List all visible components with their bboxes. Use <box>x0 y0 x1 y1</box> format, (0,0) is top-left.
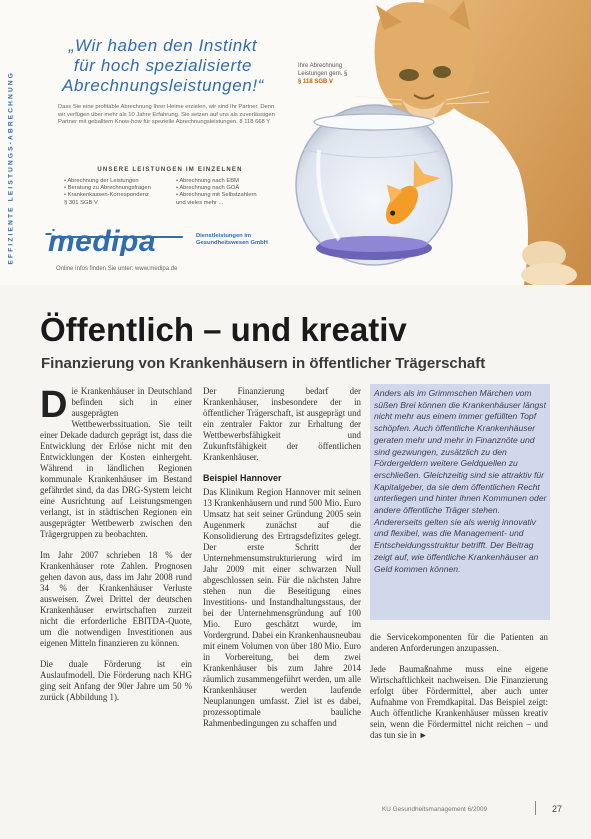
paragraph: ie Krankenhäuser in Deutschland befinden sich in einer ausgeprägten Wettbewerbssituation. Sie teilt einer Dekade dadurch geprägt ist, dass die Entwicklung der Erlöse nicht mit den Entwicklungen der Kosten einhergeht. Während in ländlichen Regionen kommunale Krankenhäuser im Bestand gefährdet sind, da das DRG-System leicht eine Ausrichtung auf Leistungsmengen verlangt, ist in städtischen Regionen ein ausgeprägter Wettbewerb zwischen den Trägergruppen zu beobachten. <box>40 386 192 539</box>
photo-caption-highlight: § 118 SGB V <box>298 79 334 85</box>
list-item: • Beratung zu Abrechnungsfragen <box>64 185 151 192</box>
medipa-logo <box>40 224 190 256</box>
ad-slogan-line: für hoch spezialisierte <box>73 56 253 75</box>
ad-side-text: EFFIZIENTE LEISTUNGS-ABRECHNUNG <box>7 70 15 265</box>
footer-journal: KU Gesundheitsmanagement 6/2009 <box>382 806 488 813</box>
article-column-1 <box>40 386 192 713</box>
paragraph: Jede Baumaßnahme muss eine eigene Wirtschaftlichkeit nachweisen. Die Finanzierung erfolgt über Fördermittel, aber auch unter Aufnahme von Fremdkapital. Das Beispiel zeigt: Auch öffentliche Krankenhäuser müssen kreativ sein, wenn die Fördermittel nicht reichen – und das tun sie in ► <box>370 664 548 740</box>
logo-wordmark: medipa <box>48 225 157 256</box>
list-item: • Abrechnung nach GOÄ <box>176 185 240 192</box>
logo-tagline: Dienstleistungen im Gesundheitswesen GmbH <box>196 233 268 246</box>
photo-caption-line: Ihre Abrechnung <box>298 63 343 69</box>
teaser-text: Anders als im Grimmschen Märchen vom süßen Brei können die Krankenhäuser längst nicht mehr aus einem immer gefüllten Topf schöpfen. Auch öffentliche Krankenhäuser geraten mehr und mehr in Finanznöte und sind gezwungen, zusätzlich zu den Fördergeldern weitere Geldquellen zu erschließen. Gleichzeitig sind sie attraktiv für Kapitalgeber, da sie dem öffentlichen Recht unterliegen und hinter ihnen Kommunen oder andere öffentliche Träger stehen. Andererseits gelten sie als wenig innovativ und flexibel, was die Management- und Entscheidungsstruktur betrifft. Der Beitrag zeigt auf, wie öffentliche Krankenhäuser an Geld kommen können. <box>374 388 547 574</box>
article-subtitle: Finanzierung von Krankenhäusern in öffentlicher Trägerschaft <box>41 355 486 372</box>
ad-url-line: Online Infos finden Sie unter: www.medipa.de <box>56 266 178 272</box>
photo-caption <box>298 62 368 86</box>
article-title: Öffentlich – und kreativ <box>40 311 407 348</box>
paragraph: Die duale Förderung ist ein Auslaufmodell. Die Förderung nach KHG ging seit Anfang der 90er Jahre um 50 % zurück (Abbildung 1). <box>40 659 192 702</box>
page-number: 27 <box>552 804 563 814</box>
ad-body-text: Dass Sie eine profitable Abrechnung Ihrer Heime erzielen, wir sind Ihr Partner. Denn wir verfügen über mehr als 10 Jahre Erfahrung. Sie setzen auf uns als zuverlässigen Partner mit geballtem Know-how für spezielle Abrechnungsleistungen. 8 118 668 Y <box>58 104 275 126</box>
paragraph: Der Finanzierung bedarf der Krankenhäuser, insbesondere der in öffentlicher Trägerschaft, ist ausgeprägt und ein zentraler Faktor zur Erhaltung der Wettbewerbsfähigkeit und Zukunftsfähigkeit der öffentlichen Krankenhäuser. <box>203 386 361 462</box>
ad-slogan <box>48 36 278 96</box>
article-column-2 <box>203 386 361 739</box>
drop-cap: D <box>40 384 68 426</box>
photo-caption-line: Leistungen gem. § <box>298 71 348 77</box>
list-item: • Abrechnung mit Selbstzahlern <box>176 192 257 199</box>
paragraph: Im Jahr 2007 schrieben 18 % der Krankenhäuser rote Zahlen. Prognosen gehen davon aus, dass im Jahr 2008 rund 34 % der Krankenhäuser Verluste ausweisen. Zwei Drittel der deutschen Krankenhäuser erwirtschaften zurzeit nicht die erforderliche EBITDA-Quote, um die notwendigen Investitionen aus eigenen Mitteln finanzieren zu können. <box>40 550 192 648</box>
list-item: • Abrechnung nach EBM <box>176 178 239 184</box>
list-item: und vieles mehr ... <box>176 199 224 206</box>
ad-slogan-line: Abrechnungsleistungen!“ <box>62 76 264 95</box>
article-column-3 <box>370 632 548 751</box>
ad-slogan-line: „Wir haben den Instinkt <box>68 36 258 55</box>
footer-divider <box>535 801 536 815</box>
paragraph: die Servicekomponenten für die Patienten an anderen Anforderungen anzupassen. <box>370 632 548 653</box>
cat-fishbowl-photo <box>284 0 591 285</box>
list-item: • Krankenkassen-Korrespondenz <box>64 192 149 199</box>
ad-services-heading: UNSERE LEISTUNGEN IM EINZELNEN <box>97 167 243 173</box>
list-item: • Abrechnung der Leistungen <box>64 178 139 184</box>
ad-services-col-2 <box>176 178 286 207</box>
ad-services-col-1 <box>64 178 174 207</box>
paragraph: Das Klinikum Region Hannover mit seinen 13 Krankenhäusern und rund 500 Mio. Euro Umsatz hat seit seiner Gründung 2005 sein Augenmerk zunächst auf die Konsolidierung des Ertragsdefizites gelegt. Der erste Schritt der Unternehmensumstrukturierung wird im Jahr 2009 mit einer schwarzen Null abgeschlossen sein. Für die nächsten Jahre stehen nun die Beseitigung eines Investitions- und Instandhaltungsstaus, der bei der Unternehmensgründung auf 100 Mio. Euro geschätzt wurde, im Vordergrund. Dabei ein Krankenhausneubau mit einem Volumen von über 180 Mio. Euro in Vorbereitung, bei dem zwei Krankenhäuser bis zum Jahre 2014 räumlich zusammengeführt werden, um alle Krankenhäuser werden laufende Neuplanungen umfasst. Ziel ist es dabei, prozessoptimale bauliche Rahmenbedingungen zu schaffen und <box>203 487 361 728</box>
section-heading: Beispiel Hannover <box>203 473 282 483</box>
list-item: § 301 SGB V <box>64 199 98 206</box>
ad-side-label <box>4 18 16 278</box>
